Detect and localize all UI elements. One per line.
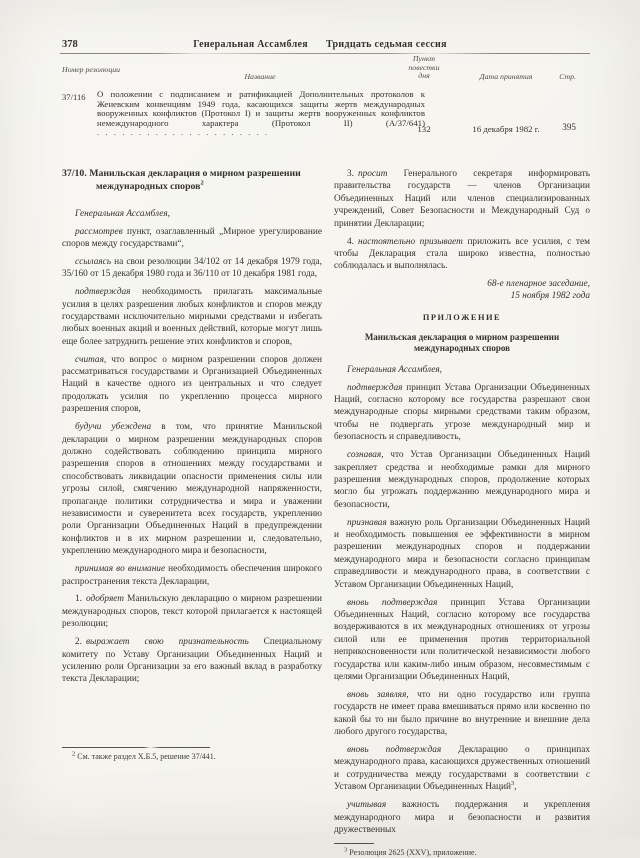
- resolution-operative-paragraph: [62, 636, 322, 686]
- toc-col-agenda-item: [400, 55, 448, 81]
- paragraph-lead: будучи убеждена: [75, 422, 152, 433]
- paragraph-lead: ссылаясь: [75, 256, 112, 267]
- paragraph-lead: настоятельно призывает: [357, 236, 463, 247]
- resolution-operative-paragraph: [334, 236, 590, 273]
- toc-row-title: [97, 90, 425, 138]
- paragraph-lead: выражает свою признательность: [85, 637, 249, 648]
- resolution-paragraph: [62, 354, 322, 416]
- annex-paragraph: [334, 449, 590, 511]
- paragraph-number: 3.: [347, 169, 354, 179]
- footnote-reference: 3: [510, 780, 515, 788]
- toc-row-title-text: О положении с подписанием и ратификацией Дополнительных протоколов к Женевским конвенциям 1949 года, касающихся защиты жертв международных вооруженных конфликтов (Протокол I) и защиты жертв вооруженных конфликтов немеждународного характера (Протокол II) (A/37/641): [97, 89, 425, 128]
- resolution-operative-paragraph: [334, 168, 590, 230]
- paragraph-number: 2.: [75, 637, 82, 648]
- annex-paragraph: [334, 744, 590, 794]
- adoption-note: [334, 278, 590, 302]
- resolution-paragraph: [62, 421, 322, 557]
- footnote-separator: [62, 747, 210, 748]
- paragraph-lead: рассмотрев: [75, 226, 123, 237]
- paragraph-text: Декларацию о принципах международного права, касающихся дружественных отношений и сотрудничества между государствами в соответствии с Уставом Организации Объединенных Наций: [334, 745, 590, 793]
- adoption-date-line: 15 ноября 1982 года: [510, 291, 590, 302]
- dot-leaders: . . . . . . . . . . . . . . . . . . . . .: [97, 127, 270, 138]
- resolution-title: Манильская декларация о мирном разрешении международных споров: [89, 168, 301, 192]
- resolution-paragraph: [62, 286, 322, 348]
- footnote-text: [334, 848, 590, 858]
- page-number: 378: [62, 39, 78, 50]
- running-head: [0, 39, 640, 50]
- toc-row-page: 395: [562, 122, 576, 132]
- right-column: [334, 168, 590, 858]
- toc-col-agenda-item-line: повестки: [408, 62, 440, 72]
- header-rule: [60, 53, 590, 54]
- footnote-left: [62, 747, 322, 762]
- footnote-marker: 3: [344, 846, 348, 854]
- toc-row-resolution-number: 37/116: [62, 92, 86, 102]
- paragraph-text: в том, что принятие Манильской декларации о мирном разрешении международных споров должно содействовать соблюдению принципа мирного разрешения споров в отношениях между государствами и способствовать ликвидации опасности применения силы или угрозы силой, смягчению международной напряженности, пропаганде политики сотрудничества и мира и уважении независимости и суверенитета всех государств, укреплению роли Организации Объединенных Наций в предупреждении конфликтов и в их мирном разрешении и, следовательно, укреплению международного мира и безопасности,: [62, 422, 322, 557]
- left-column: [62, 168, 322, 762]
- resolution-paragraph: [62, 208, 322, 220]
- annex-paragraph: [334, 364, 590, 376]
- footnote-body: См. также раздел X.Б.5, решение 37/441.: [77, 752, 216, 762]
- paragraph-number: 4.: [347, 236, 354, 247]
- paragraph-lead: считая,: [75, 354, 107, 365]
- running-head-org: Генеральная Ассамблея: [193, 39, 308, 50]
- paragraph-text: приложить все усилия, с тем чтобы Декларация стала широко известна, полностью соблюдалась и выполнялась.: [334, 236, 590, 272]
- paragraph-text: что Устав Организации Объединенных Наций закрепляет средства и необходимые рамки для мирного разрешения международных споров, продолжение которых могло бы угрожать поддержанию международного мира и безопасности,: [334, 450, 590, 510]
- paragraph-lead: сознавая,: [347, 450, 384, 461]
- footnote-separator: [334, 843, 374, 844]
- paragraph-text: ,: [514, 782, 517, 793]
- paragraph-lead: подтверждая: [347, 382, 403, 393]
- plenary-meeting-line: 68-е пленарное заседание,: [487, 279, 590, 290]
- paragraph-lead: вновь подтверждая: [347, 745, 442, 756]
- annex-paragraph: [334, 799, 590, 836]
- toc-col-agenda-item-line: Пункт: [412, 54, 436, 63]
- resolution-paragraph: [62, 226, 322, 251]
- paragraph-lead: вновь подтверждая: [347, 597, 438, 608]
- paragraph-text: на свои резолюции 34/102 от 14 декабря 1979 года, 35/160 от 15 декабря 1980 года и 36/110 от 10 декабря 1981 года,: [62, 256, 322, 280]
- paragraph-lead: учитывая: [347, 800, 387, 811]
- toc-col-page: Стр.: [559, 72, 576, 81]
- annex-paragraph: [334, 597, 590, 684]
- footnote-reference: 2: [200, 179, 204, 187]
- toc-row-date: 16 декабря 1982 г.: [472, 124, 540, 134]
- resolution-operative-paragraph: [62, 593, 322, 630]
- resolution-number: 37/10.: [62, 168, 87, 179]
- paragraph-text: пункт, озаглавленный „Мирное урегулирование споров между государствами“,: [62, 226, 322, 249]
- paragraph-number: 1.: [75, 594, 82, 605]
- running-head-session: Тридцать седьмая сессия: [325, 39, 447, 50]
- paragraph-text: Манильскую декларацию о мирном разрешении международных споров, текст которой прилагается к настоящей резолюции;: [62, 594, 322, 630]
- paragraph-text: Специальному комитету по Уставу Организации Объединенных Наций и усилению роли Организации за его важный вклад в разработку текста Декларации;: [62, 637, 322, 685]
- paragraph-lead: просит: [357, 169, 388, 179]
- paragraph-lead: подтверждая: [75, 287, 131, 298]
- resolution-paragraph: [62, 256, 322, 281]
- annex-title: Манильская декларация о мирном разрешении международных споров: [364, 331, 560, 354]
- annex-paragraph: [334, 689, 590, 739]
- annex-paragraph: [334, 382, 590, 444]
- paragraph-text: принцип Устава Организации Объединенных Наций, согласно которому все государства разрешают свои международные споры мирными средствами таким образом, чтобы не подвергать угрозе международный мир и безопасность и справедливость,: [334, 382, 590, 443]
- paragraph-text: необходимость прилагать максимальные усилия в целях разрешения любых конфликтов и споров между государствами исключительно мирными средствами и избегать любых военных акций и военных действий, которые могут лишь еще более затруднить решение этих конфликтов и споров,: [62, 287, 322, 347]
- paragraph-text: принцип Устава Организации Объединенных Наций, согласно которому все государства воздерживаются в их международных отношениях от угрозы силой или ее применения против территориальной неприкосновенности или политической независимости любого государства или каким-либо иным образом, несовместимым с целями Организации Объединенных Наций,: [334, 597, 590, 682]
- annex-paragraph: [334, 517, 590, 591]
- paragraph-text: что ни одно государство или группа государств не имеет права вмешиваться прямо или косвенно по какой бы то ни было причине во внутренние и внешние дела любого другого государства,: [334, 689, 591, 738]
- toc-col-title: Название: [244, 72, 276, 81]
- paragraph-lead: признавая: [347, 517, 387, 528]
- paragraph-text: что вопрос о мирном разрешении споров должен рассматриваться государствами и Организацией Объединенных Наций в качестве одного из центральных и что следует продолжать усилия по укреплению процесса мирного разрешения споров,: [62, 354, 322, 415]
- toc-col-date: Дата принятия: [479, 72, 533, 81]
- resolution-heading: [62, 168, 322, 194]
- footnote-right: [334, 843, 590, 858]
- annex-heading: ПРИЛОЖЕНИЕ: [422, 313, 502, 323]
- footnote-text: [62, 752, 322, 762]
- resolution-paragraph: [62, 563, 322, 588]
- paragraph-text: Генерального секретаря информировать правительства государств — членов Организации Объединенных Наций или членов специализированных учреждений, Совет Безопасности и Международный Суд о принятии Декларации;: [334, 169, 590, 229]
- toc-col-number: Номер резолюции: [62, 65, 121, 74]
- paragraph-text: важную роль Организации Объединенных Наций и необходимость повышения ее эффективности в мирном разрешении международных споров и поддержании международного мира и безопасности согласно принципам справедливости и международного права, в соответствии с Уставом Организации Объединенных Наций,: [334, 517, 590, 590]
- paragraph-lead: Генеральная Ассамблея,: [347, 364, 442, 375]
- footnote-marker: 2: [72, 750, 76, 758]
- paragraph-lead: Генеральная Ассамблея,: [75, 208, 170, 219]
- paragraph-lead: одобряет: [85, 594, 124, 605]
- paragraph-lead: вновь заявляя,: [347, 689, 409, 700]
- paragraph-text: необходимость обеспечения широкого распространения текста Декларации,: [62, 564, 322, 587]
- toc-col-agenda-item-line: дня: [418, 71, 430, 81]
- toc-row-agenda-item: 132: [417, 124, 431, 134]
- paragraph-text: важность поддержания и укрепления международного мира и безопасности и развития дружественных: [334, 800, 590, 835]
- paragraph-lead: принимая во внимание: [75, 564, 166, 575]
- footnote-body: Резолюция 2625 (XXV), приложение.: [349, 848, 477, 858]
